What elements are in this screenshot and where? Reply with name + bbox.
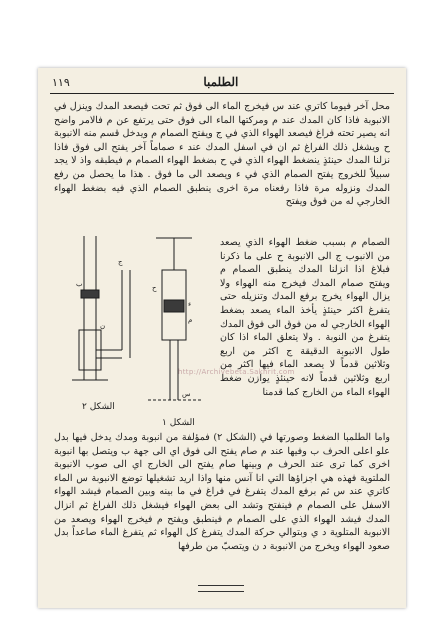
- label-sin: س: [182, 390, 191, 398]
- label-hamza: ء: [188, 300, 192, 308]
- figure-2-caption: الشكل ٢: [82, 402, 115, 412]
- label-ha: ح: [152, 284, 157, 292]
- label-nun: ن: [100, 322, 106, 330]
- header-rule: [50, 93, 394, 94]
- page-number: ١١٩: [52, 75, 70, 89]
- figure-1-caption: الشكل ١: [162, 418, 195, 428]
- side-paragraph: الصمام م بسبب ضغط الهواء الذي يصعد من الانبوب ج الى الانبوبة ح على ما ذكرنا فبلاغ اذا انزلنا المدك ينطبق الصمام م ويفتح صمام المدك فيخرج منه الهواء ولا يزال الهواء يخرج برفع المدك وتنزيله حتى يتفرغ اكثر حينئذٍ يأخذ الماء يصعد بضغط الهواء الخارجي له من فوق الى فوق المدك يتفرغ من النوبة . ولا يتعلق الماء اذا كان طول الانبوبة الدقيقة ج اكثر من اربع وثلاثين قدماً لا يصعد الماء فيها اكثر من اربع وثلاثين قدماً لانه حينئذٍ يوازن ضغط الهواء الماء من الخارج كما قدمنا: [220, 237, 390, 398]
- top-paragraph: محل آخر فيوما كاتري عند س فيخرج الماء الى فوق ثم تحت فيصعد المدك وينزل في الانبوبة فاذا كان المدك عند م ومركتها الماء الى فوق حتى يرتفع عن م فالامر واضح انه يصير تحته فراغ فيصعد الهواء الذي في ج ويفتح الصمام م ويدخل قسم منه الانبوبة ح ويشغل ذلك الفراغ ثم ان في اسفل المدك عند ء صماماً آخر يفتح الى فوق فاذا نزلنا المدك حينئذٍ ينضغط الهواء الذي في ح بضغط الهواء الصمام م فيطبقه واذ لا يجد سبيلاً للخروج يفتح الصمام الذي في ء ويصعد الى ما فوق . هذا ما يحصل من رفع المدك ونزوله مرة فاذا رفعناه مرة اخرى ينطبق الصمام الذي فيه بضغط الهواء الخارجي له من فوق ويفتح: [54, 101, 390, 208]
- watermark-url: http://Archivebeta.Sakhrit.com: [178, 368, 295, 376]
- footer-ornament: [198, 585, 244, 592]
- pump-figures: [52, 230, 216, 420]
- document-page: [38, 68, 406, 608]
- running-title: الطلمبا: [203, 75, 239, 89]
- label-mim: م: [188, 316, 193, 324]
- bottom-paragraph: واما الطلمبا الضغط وصورتها في (الشكل ٢) فمؤلفة من انبوبة ومدك يدخل فيها بدل علو اعلى الحرف ب وفيها عند م صام يفتح الى فوق اي الى جهة ب ويتصل بها انبوبة اخرى كما ترى عند الحرف م وبينها صام يفتح الى الخارج اي الى صوب الانبوبة الملتوية فهذه هي اجزاؤها التي انا آنس منها واذا اريد تشغيلها توضع الانبوبة س الماء كاتري عند س ثم برفع المدك يتفرغ في فراغ في ما بينه وبين الصمام فيشد الهواء الاسفل على الصمام م فينفتح وتشد الى بعض الهواء فيشغل ذلك الفراغ ثم انزال المدك فيشد الهواء الذي على الصمام م فينطبق ويفتح م فيخرج الهواء ويصعد من الانبوبة المتلوية د ي وبتوالي حركة المدك يتفرغ كل الهواء ثم يتفرغ الماء صاعداً بدل صعود الهواء ويخرج من الانبوبة د ن ويتصبّ من طرفها: [54, 432, 390, 552]
- label-jim: ج: [118, 258, 123, 266]
- page-header: [52, 72, 392, 92]
- label-ba: ب: [76, 280, 83, 288]
